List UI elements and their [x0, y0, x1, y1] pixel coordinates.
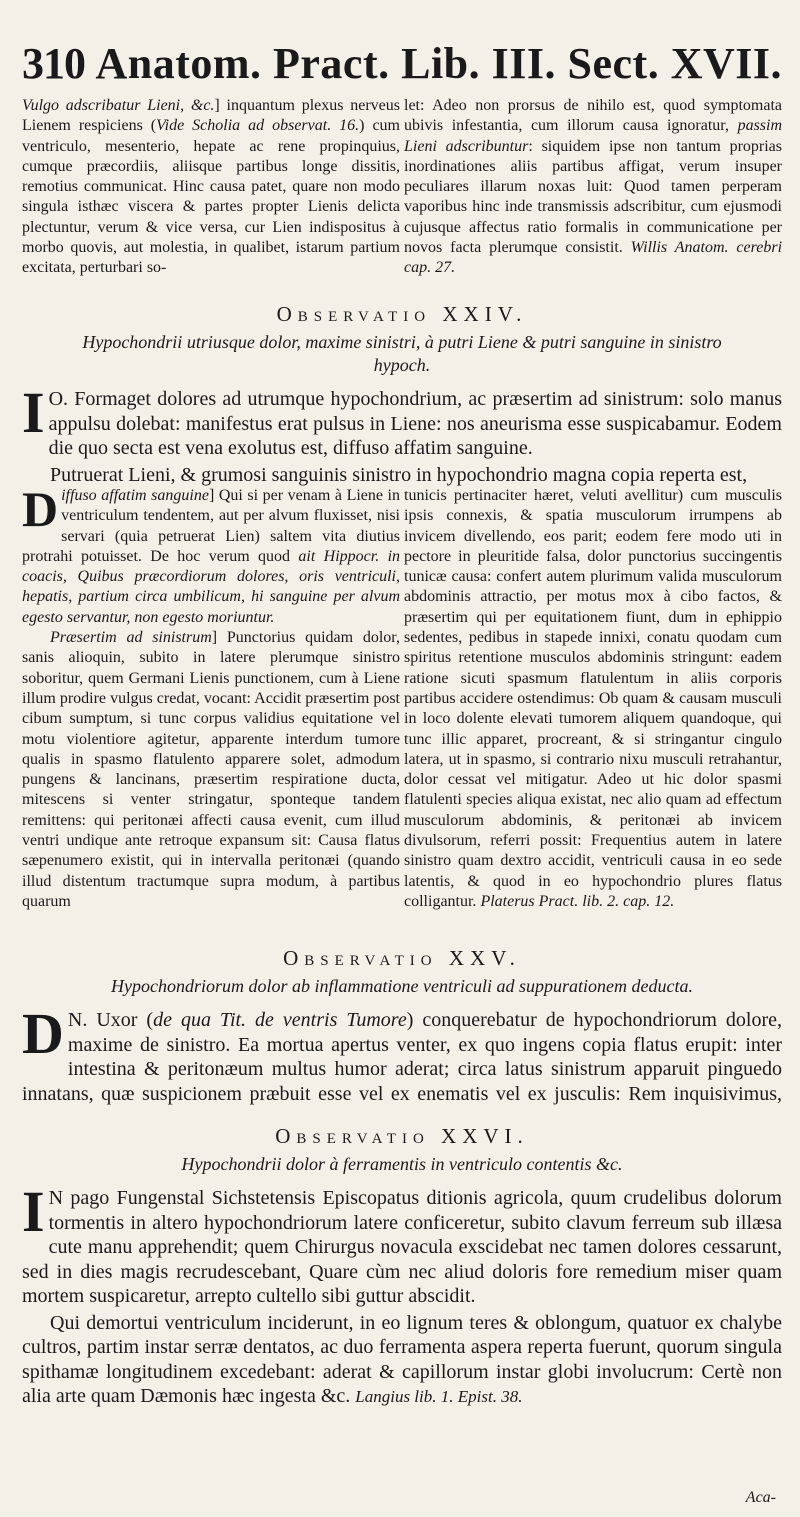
running-title: Anatom. Pract. Lib. III. Sect. XVII. [95, 39, 782, 88]
citation: Willis Anatom. cerebri cap. 27. [404, 239, 782, 277]
observation-body: I O. Formaget dolores ad utrumque hypochondrium, ac præsertim ad sinistrum: solo manus appulsu dolebat: manifestus erat pulsus in Liene: nos aneurisma esse suspicabamur. Eodem die quo secta est vena exolutus est, diffuso affatim sanguine. Putruerat Lieni, & grumosi sanguinis sinistro in hypochondrio magna copia reperta est, [22, 380, 782, 486]
page-header [22, 38, 782, 96]
drop-cap: I [22, 1179, 45, 1244]
observation-26 [22, 1108, 782, 1412]
lemma: iffuso affatim sanguine [61, 487, 209, 504]
observation-title: Observatio XXIV. [276, 302, 528, 326]
commentary-left-column: Diffuso affatim sanguine] Qui si per venam à Liene in ventriculum tendentem, aut per alvum fluxisset, nisi servari (quia petruerat Lien) saltem vita diutius protrahi potuisset. De hoc verum quod ait Hippocr. in coacis, Quibus præcordiorum dolores, oris ventriculi, hepatis, partium circa umbilicum, hi sanguine per alvum egesto servantur, non egesto moriuntur. Præsertim ad sinistrum] Punctorius quidam dolor, sanis alioquin, subito in latere plerumque sinistro soboritur, quem Germani Lienis punctionem, cum à Liene illum prodire vulgus credat, vocant: Accidit præsertim post cibum sumptum, si tunc corpus validius equitatione vel motu violentiore agitetur, apparente interdum tumore qualis in spasmo flatulento apparere solet, admodum pungens & lancinans, præsertim respiratione ducta, mitescens si venter stringatur, sponteque tandem remittens: qui peritonæi affecti causa evenit, cum illud ventri undique ante retroque expansum sit: Causa flatus sæpenumero existit, qui in intervalla peritonæi (quando illud distentum tractumque supra modum, à partibus quarum [22, 486, 401, 910]
commentary-right-column: tunicis pertinaciter hæret, veluti avellitur) cum musculis ipsis connexis, & spatia musculorum irrumpens ab invicem divellendo, eos parit; eodem fere modo uti in pectore in pleuritide falsa, dolor punctorius succingentis tunicæ causa: confert autem plurimum valida musculorum abdominis attractio, per motus mox à cibo factos, & præsertim qui per equitationem fiunt, dum in ephippio sedentes, pedibus in stapede innixi, conatu quodam cum spiritus retentione musculos abdominis stringunt: eadem ratione sicuti spasmum flatulentum in aliis corporis partibus accidere ostendimus: Ob quam & causam musculi in loco dolente elevati tumorem aliquem quandoque, qui tunc illic apparet, procreant, & si stringantur cingulo latera, ut in spasmo, si contrario nixu musculi retrahantur, dolor cessat vel mitigatur. Adeo ut hic dolor spasmi flatulenti species aliqua existat, nec alio quam ad effectum musculorum abdominis, & peritonæi ab invicem divulsorum, referri possit: Frequentius autem in latere sinistro quam dextro accidit, ventriculi causa in eo sede latentis, & quod in eo hypochondrio plures flatus colligantur. Platerus Pract. lib. 2. cap. 12. [404, 487, 782, 910]
top-left-column: Vulgo adscribatur Lieni, &c.] inquantum plexus nerveus Lienem respiciens (Vide Scholia ad observat. 16.) cum ventriculo, mesenterio, hepate ac rene propinquius, cumque præcordiis, aliisque partibus longe dissitis, remotius communicat. Hinc causa patet, quare non modo singula isthæc viscera & partes propter Lienis delicta plectuntur, verum & vice versa, cur Lien indispositus à morbo quovis, aut molestia, in qualibet, istarum partium excitata, perturbari so- [22, 97, 401, 277]
observation-subtitle: Hypochondrii dolor à ferramentis in ventriculo contentis &c. [181, 1154, 623, 1174]
lemma: Præsertim ad sinistrum [50, 629, 212, 647]
observation-title: Observatio XXVI. [275, 1124, 529, 1148]
citation: Platerus Pract. lib. 2. cap. 12. [480, 892, 675, 910]
observation-24-commentary [22, 486, 782, 930]
observation-25 [22, 930, 782, 1108]
citation: Langius lib. 1. Epist. 38. [355, 1387, 523, 1406]
drop-cap: D [22, 486, 59, 537]
observation-body: D N. Uxor (de qua Tit. de ventris Tumore) conquerebatur de hypochondriorum dolore, maxime de sinistro. Ea mortua apertus venter, ex quo ingens copia flatus erupit: inter intestina & peritonæum multus humor aderat; circa latus sinistrum apparuit pinguedo innatans, quæ suspicionem præbuit esse vel ex enematis vel ex jusculis: Rem inquisivimus, [22, 1001, 782, 1105]
observation-body: I N pago Fungenstal Sichstetensis Episcopatus ditionis agricola, quum crudelibus dolorum tormentis in altero hypochondriorum latere conficeretur, subito clavum ferreum sub illæsa cute manu apprehendit; quem Chirurgus novacula exscidebat nec tamen dolores cessarunt, sed in dies magis recrudescebant, Quare cùm nec aliud doloris fore remedium miser quam mortem suspicaretur, arrepto cultello sibi guttur abscidit. Qui demortui ventriculum inciderunt, in eo lignum teres & oblongum, quatuor ex chalybe cultros, partim instar serræ dentatos, ac duo ferramenta aspera reperta fuerunt, quorum singula spithamæ longitudinem excedebant: aderat & capillorum instar globi involucrum: Certè non alia arte quam Dæmonis hæc ingesta &c. Langius lib. 1. Epist. 38. [22, 1179, 782, 1407]
drop-cap: D [22, 1001, 64, 1066]
drop-cap: I [22, 380, 45, 445]
catchword: Aca- [745, 1489, 776, 1506]
observation-title: Observatio XXV. [283, 946, 521, 970]
top-right-column: let: Adeo non prorsus de nihilo est, quod symptomata ubivis infestantia, cum illorum causa ignoratur, passim Lieni adscribuntur: siquidem ipse non tantum proprias inordinationes aliis partibus affigat, verum insuper peculiares illarum noxas luit: Quod tamen perperam vaporibus hinc inde transmissis adscribitur, cum ejusmodi cujusque affectus ratio formalis in communicatione per novos facta plerumque consistit. Willis Anatom. cerebri cap. 27. [404, 97, 782, 277]
observation-subtitle: Hypochondriorum dolor ab inflammatione ventriculi ad suppurationem deducta. [111, 976, 693, 996]
observation-subtitle: Hypochondrii utriusque dolor, maxime sinistri, à putri Liene & putri sanguine in sinistro hypoch. [82, 332, 722, 375]
top-commentary [22, 96, 782, 286]
observation-24 [22, 286, 782, 486]
lemma: Vulgo adscribatur Lieni, &c. [22, 97, 215, 114]
page-number: 310 [22, 39, 85, 88]
